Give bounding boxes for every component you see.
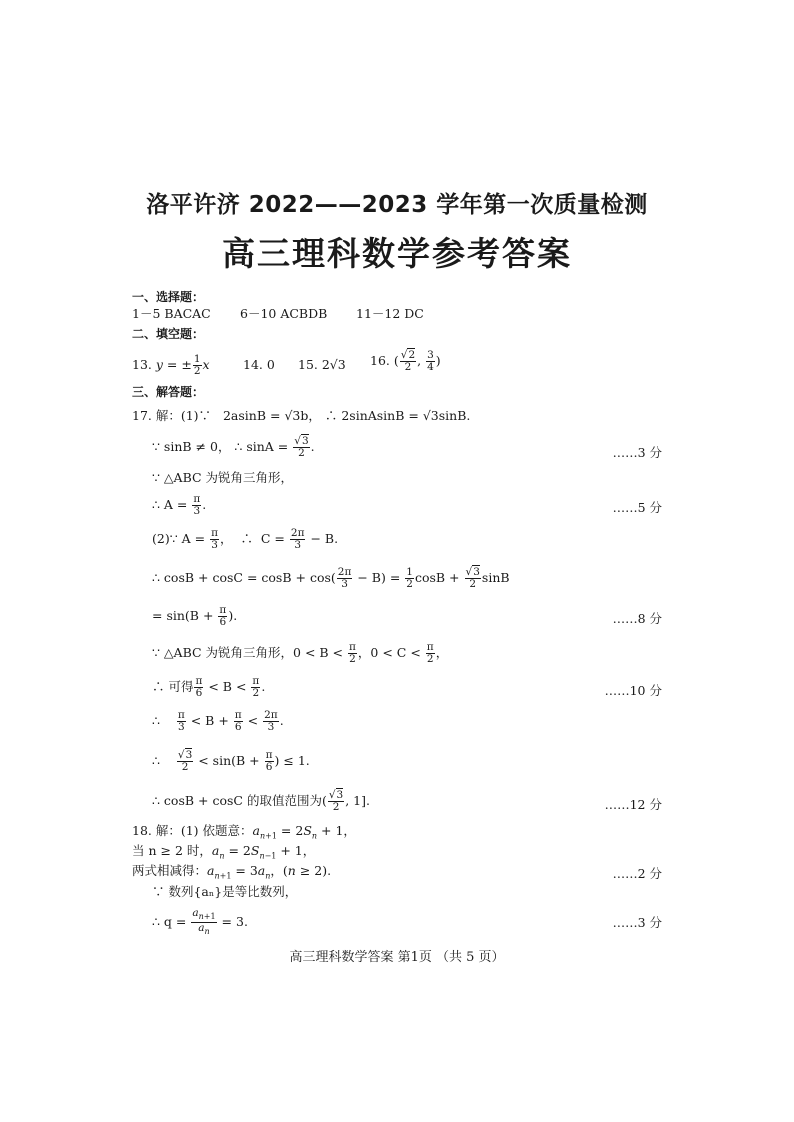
q17-line-5: (2)∵ A = $\frac{\pi}{3}$ ， ∴ C = $\frac{2\pi}{3}$ − B. — [152, 527, 339, 551]
q18-line-1: 18. 解：(1) 依题意：$a_{n+1} = 2S_n + 1$， — [132, 823, 356, 841]
exam-title: 洛平许济 2022——2023 学年第一次质量检测 — [146, 192, 648, 218]
q17-line-11: ∴ $\frac{√3}{2}$ < sin(B + $\frac{\pi}{6}$ ) ≤ 1. — [152, 749, 310, 773]
score-3: ……3 分 — [612, 445, 662, 460]
answer-key-title: 高三理科数学参考答案 — [222, 234, 572, 273]
q17-line-2: ∵ sinB ≠ 0， ∴ sinA = $\frac{√3}{2}$ . — [152, 435, 315, 459]
q17-line-10: ∴ $\frac{\pi}{3}$ < B + $\frac{\pi}{6}$ < $\frac{2\pi}{3}$ . — [152, 709, 284, 733]
solve-section-header: 三、解答题： — [132, 385, 205, 399]
score-8: ……8 分 — [612, 611, 662, 626]
score-3b: ……3 分 — [612, 915, 662, 930]
score-10: ……10 分 — [604, 683, 662, 698]
q17-line-9: ∴ 可得 $\frac{\pi}{6}$ < B < $\frac{\pi}{2}$ . — [152, 675, 266, 699]
q17-line-1: 17. 解：(1)∵ 2asinB = √3b， ∴ 2sinAsinB = √3sinB. — [132, 408, 471, 423]
q18-line-5: ∴ q = $\frac{a_{n+1}}{a_n}$ = 3. — [152, 907, 248, 937]
choice-answers-6-10: 6－10 ACBDB — [240, 306, 328, 321]
fill-answer-15: 15. 2√3 — [298, 357, 346, 372]
score-5: ……5 分 — [612, 500, 662, 515]
choice-answers-1-5: 1－5 BACAC — [132, 306, 211, 321]
fill-answer-14: 14. 0 — [243, 357, 275, 372]
fill-answer-13: 13. y = ± $\frac{1}{2}$ x — [132, 353, 210, 377]
q18-line-4: ∵ 数列{aₙ}是等比数列， — [152, 884, 298, 899]
q18-line-2: 当 n ≥ 2 时，$a_n = 2S_{n-1} + 1$， — [132, 843, 316, 861]
q18-line-3: 两式相减得：$a_{n+1} = 3a_n$，(n ≥ 2). — [132, 863, 332, 881]
choice-answers-11-12: 11－12 DC — [356, 306, 424, 321]
page-footer: 高三理科数学答案 第1页 （共 5 页） — [289, 950, 505, 965]
fill-section-header: 二、填空题： — [132, 327, 205, 341]
q17-line-7: = sin(B + $\frac{\pi}{6}$ ). — [152, 604, 238, 628]
score-12: ……12 分 — [604, 797, 662, 812]
q17-line-4: ∴ A = $\frac{\pi}{3}$ . — [152, 493, 207, 517]
q17-line-6: ∴ cosB + cosC = cosB + cos( $\frac{2\pi}{3}$ − B) = $\frac{1}{2}$ cosB + $\frac{√3}{2}$ sinB — [152, 566, 510, 590]
score-2: ……2 分 — [612, 866, 662, 881]
q17-line-12: ∴ cosB + cosC 的取值范围为( $\frac{√3}{2}$ , 1]. — [152, 789, 370, 813]
q17-line-3: ∵ △ABC 为锐角三角形， — [152, 470, 294, 485]
choice-section-header: 一、选择题： — [132, 290, 205, 304]
q17-line-8: ∵ △ABC 为锐角三角形，0 < B < $\frac{\pi}{2}$ ，0 < C < $\frac{\pi}{2}$ ， — [152, 641, 449, 665]
fill-answer-16: 16. ( $\frac{√2}{2}$ , $\frac{3}{4}$ ) — [370, 349, 441, 373]
